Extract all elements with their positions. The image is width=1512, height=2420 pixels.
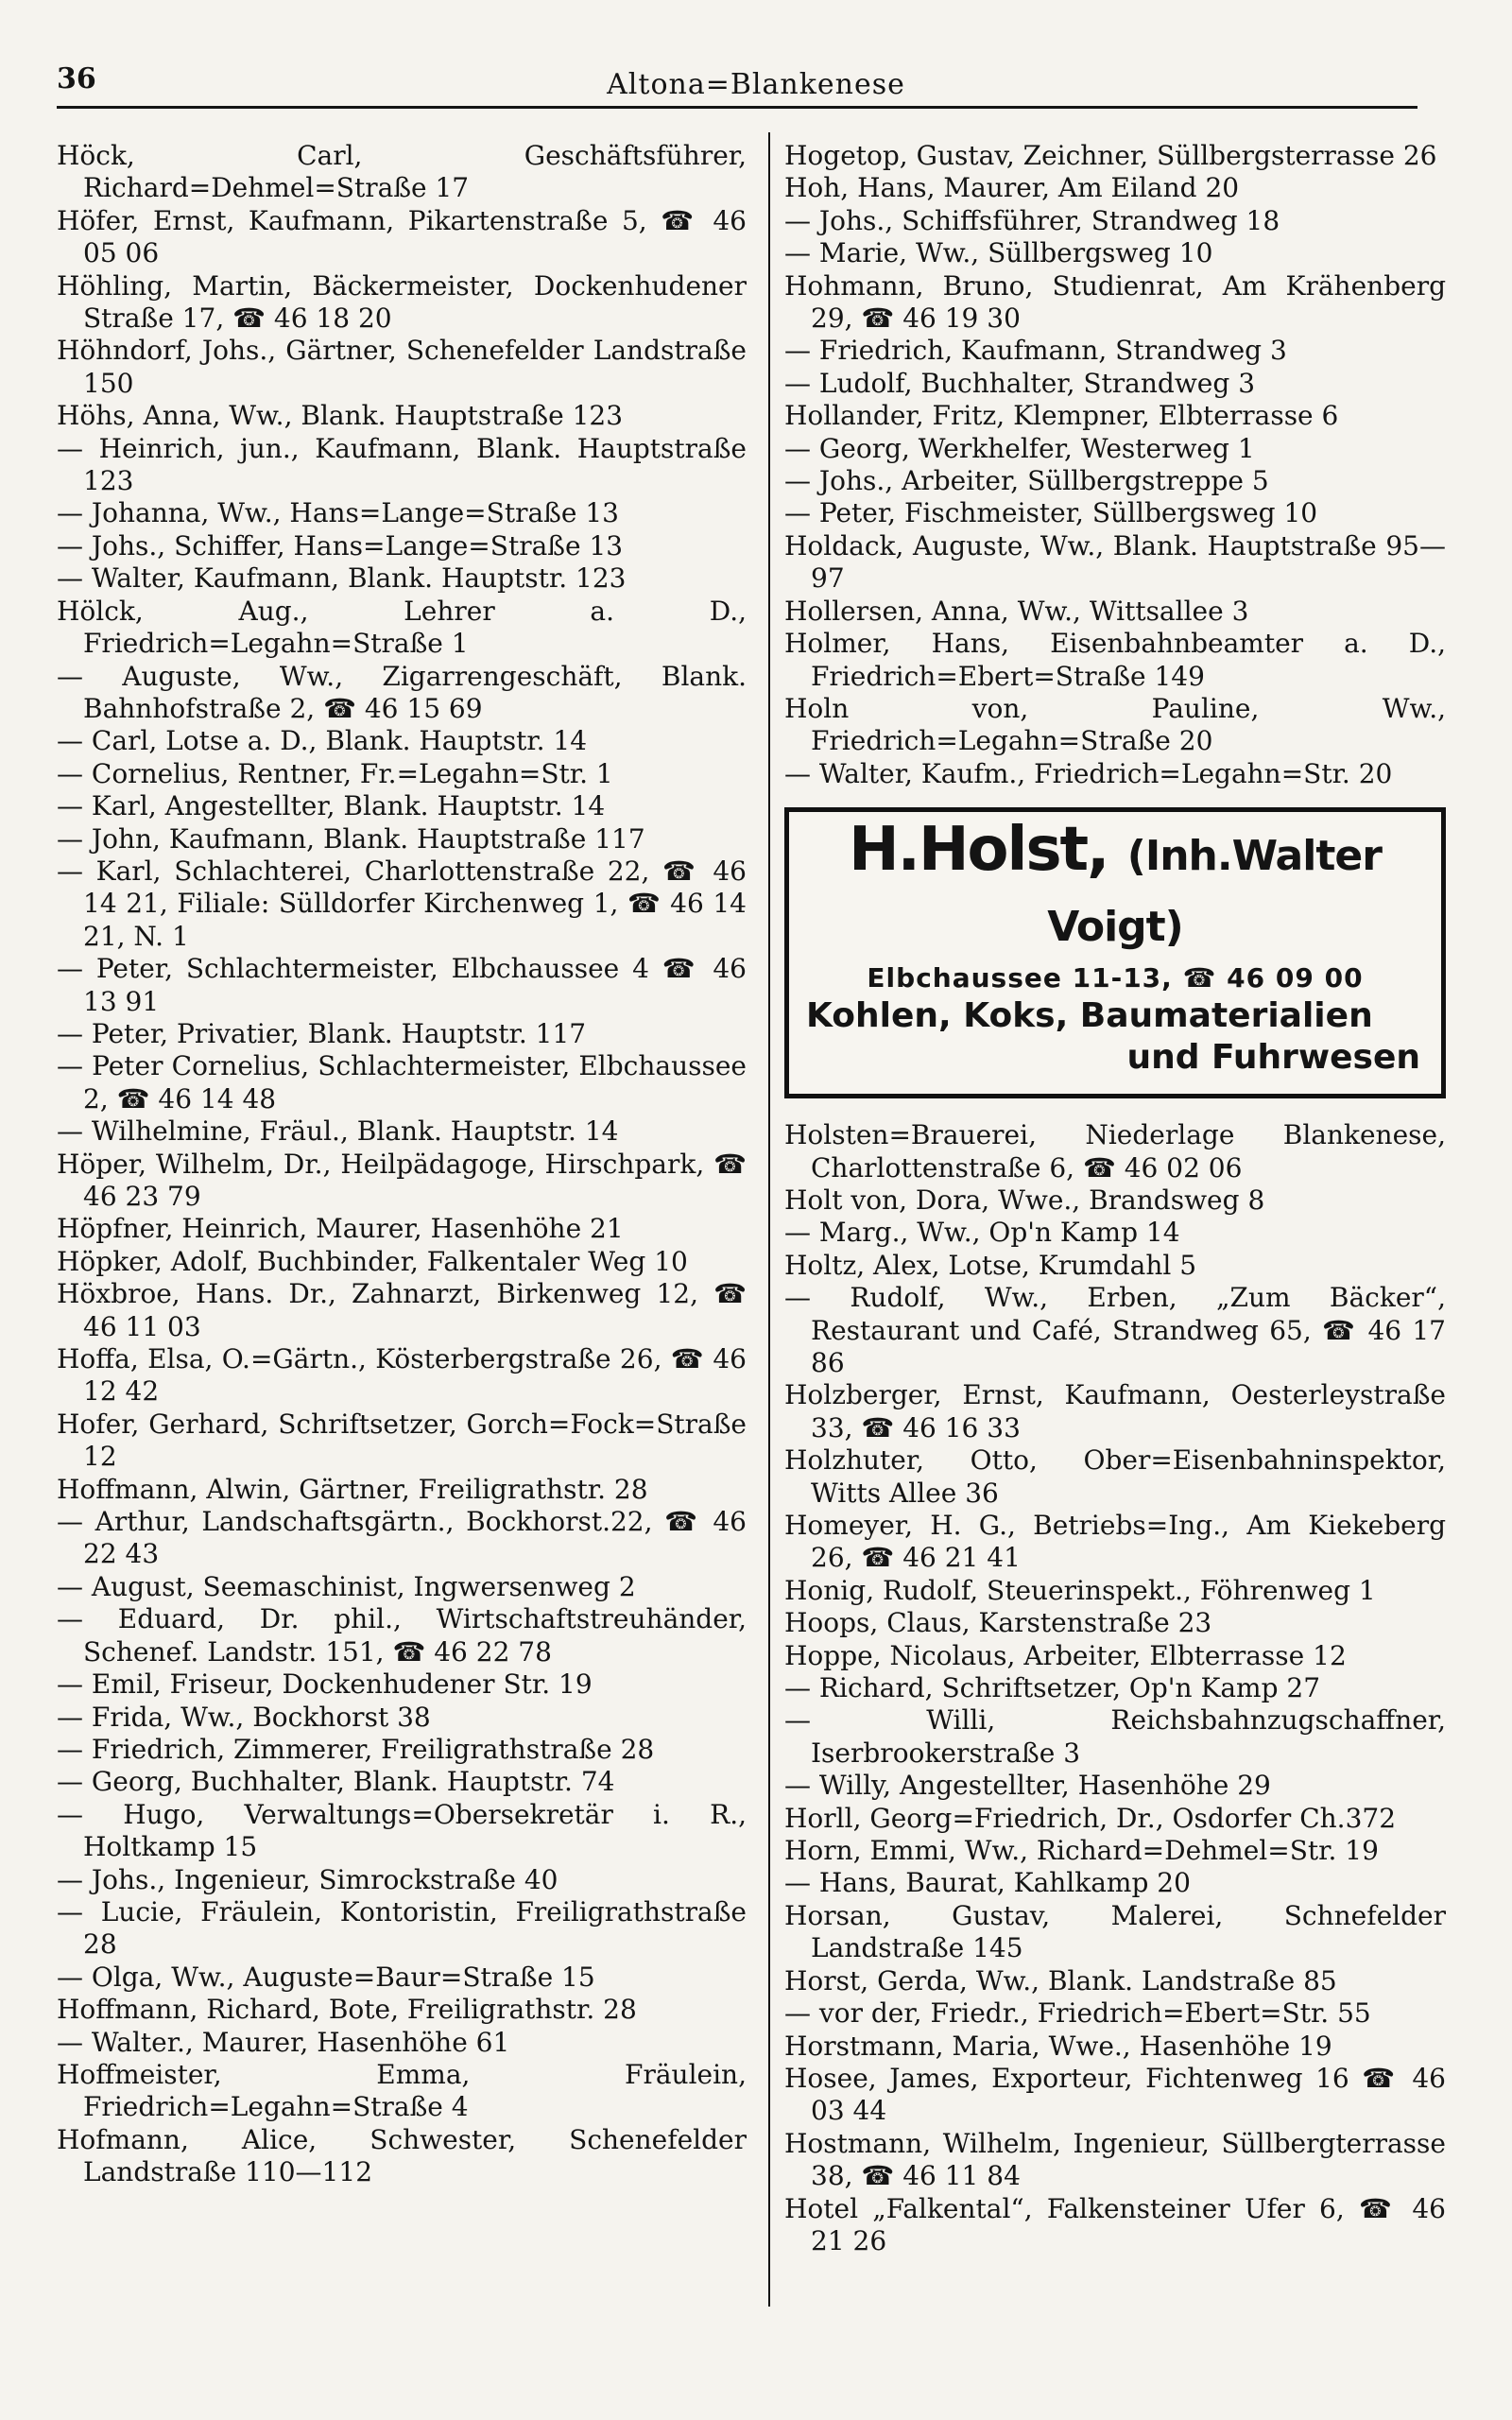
- directory-entry: — Peter, Schlachtermeister, Elbchaussee 4 ☎ 46 13 91: [57, 953, 747, 1017]
- directory-entry: — Johs., Schiffsführer, Strandweg 18: [784, 204, 1280, 236]
- directory-entry: — Peter, Fischmeister, Süllbergsweg 10: [784, 497, 1318, 529]
- directory-entry: Höper, Wilhelm, Dr., Heilpädagoge, Hirschpark, ☎ 46 23 79: [57, 1148, 747, 1212]
- right-column-top-entries: [784, 140, 1446, 790]
- directory-entry: Hölck, Aug., Lehrer a. D., Friedrich=Legahn=Straße 1: [57, 595, 747, 660]
- right-column: [784, 140, 1446, 2257]
- directory-entry: Horstmann, Maria, Wwe., Hasenhöhe 19: [784, 2030, 1332, 2062]
- directory-entry: — Richard, Schriftsetzer, Op'n Kamp 27: [784, 1672, 1321, 1704]
- directory-entry: Höxbroe, Hans. Dr., Zahnarzt, Birkenweg 12, ☎ 46 11 03: [57, 1278, 747, 1342]
- directory-entry: — Walter, Kaufmann, Blank. Hauptstr. 123: [57, 562, 627, 595]
- directory-entry: — Cornelius, Rentner, Fr.=Legahn=Str. 1: [57, 757, 613, 789]
- directory-entry: — Peter, Privatier, Blank. Hauptstr. 117: [57, 1017, 587, 1049]
- directory-entry: Homeyer, H. G., Betriebs=Ing., Am Kiekeberg 26, ☎ 46 21 41: [784, 1510, 1446, 1574]
- directory-entry: — Friedrich, Zimmerer, Freiligrathstraße 28: [57, 1733, 655, 1765]
- directory-entry: Hohmann, Bruno, Studienrat, Am Krähenberg 29, ☎ 46 19 30: [784, 269, 1446, 335]
- directory-entry: — Johanna, Ww., Hans=Lange=Straße 13: [57, 497, 619, 529]
- ad-headline: [789, 815, 1441, 959]
- directory-entry: Höhs, Anna, Ww., Blank. Hauptstraße 123: [57, 400, 624, 432]
- right-column-bottom-entries: [784, 1119, 1446, 2257]
- directory-entry: Horll, Georg=Friedrich, Dr., Osdorfer Ch.372: [784, 1802, 1397, 1834]
- directory-entry: — Hugo, Verwaltungs=Obersekretär i. R., Holtkamp 15: [57, 1798, 747, 1863]
- directory-entry: — Arthur, Landschaftsgärtn., Bockhorst.22, ☎ 46 22 43: [57, 1506, 747, 1570]
- directory-entry: — Walter., Maurer, Hasenhöhe 61: [57, 2026, 510, 2058]
- directory-entry: — Johs., Schiffer, Hans=Lange=Straße 13: [57, 529, 624, 562]
- directory-entry: — vor der, Friedr., Friedrich=Ebert=Str. 55: [784, 1997, 1371, 2030]
- running-title: Altona=Blankenese: [607, 68, 905, 101]
- directory-entry: Hoops, Claus, Karstenstraße 23: [784, 1607, 1212, 1639]
- directory-entry: Hotel „Falkental“, Falkensteiner Ufer 6, ☎ 46 21 26: [784, 2192, 1446, 2256]
- directory-entry: Hollersen, Anna, Ww., Wittsallee 3: [784, 595, 1249, 627]
- directory-entry: Holdack, Auguste, Ww., Blank. Hauptstraße 95—97: [784, 529, 1446, 595]
- directory-entry: Höhling, Martin, Bäckermeister, Dockenhudener Straße 17, ☎ 46 18 20: [57, 269, 747, 335]
- directory-entry: — August, Seemaschinist, Ingwersenweg 2: [57, 1570, 636, 1602]
- left-column: [57, 140, 747, 2189]
- directory-entry: — Walter, Kaufm., Friedrich=Legahn=Str. 20: [784, 757, 1393, 789]
- directory-entry: — Johs., Ingenieur, Simrockstraße 40: [57, 1863, 558, 1895]
- directory-entry: Holtz, Alex, Lotse, Krumdahl 5: [784, 1249, 1197, 1281]
- page-header: [0, 57, 1512, 113]
- directory-entry: — Eduard, Dr. phil., Wirtschaftstreuhänder, Schenef. Landstr. 151, ☎ 46 22 78: [57, 1603, 747, 1668]
- directory-entry: — Wilhelmine, Fräul., Blank. Hauptstr. 14: [57, 1115, 619, 1148]
- directory-entry: Hoffmeister, Emma, Fräulein, Friedrich=Legahn=Straße 4: [57, 2058, 747, 2123]
- directory-entry: — Karl, Angestellter, Blank. Hauptstr. 14: [57, 790, 606, 822]
- directory-entry: Höhndorf, Johs., Gärtner, Schenefelder Landstraße 150: [57, 335, 747, 399]
- directory-entry: — Marg., Ww., Op'n Kamp 14: [784, 1217, 1180, 1249]
- directory-entry: — Georg, Werkhelfer, Westerweg 1: [784, 432, 1255, 464]
- header-rule: [57, 106, 1418, 109]
- directory-entry: — Hans, Baurat, Kahlkamp 20: [784, 1867, 1191, 1899]
- directory-entry: Hoh, Hans, Maurer, Am Eiland 20: [784, 172, 1240, 204]
- directory-entry: Holmer, Hans, Eisenbahnbeamter a. D., Friedrich=Ebert=Straße 149: [784, 628, 1446, 692]
- directory-entry: Höpker, Adolf, Buchbinder, Falkentaler Weg 10: [57, 1245, 688, 1277]
- directory-entry: Holzhuter, Otto, Ober=Eisenbahninspektor, Witts Allee 36: [784, 1444, 1446, 1509]
- directory-entry: — Auguste, Ww., Zigarrengeschäft, Blank. Bahnhofstraße 2, ☎ 46 15 69: [57, 660, 747, 724]
- directory-entry: Hoffmann, Richard, Bote, Freiligrathstr. 28: [57, 1994, 637, 2026]
- directory-entry: — Lucie, Fräulein, Kontoristin, Freiligrathstraße 28: [57, 1895, 747, 1961]
- directory-entry: — John, Kaufmann, Blank. Hauptstraße 117: [57, 822, 645, 855]
- directory-entry: Hofer, Gerhard, Schriftsetzer, Gorch=Fock=Straße 12: [57, 1408, 747, 1473]
- directory-entry: Hoppe, Nicolaus, Arbeiter, Elbterrasse 12: [784, 1639, 1347, 1671]
- directory-entry: — Frida, Ww., Bockhorst 38: [57, 1701, 431, 1733]
- directory-entry: Hollander, Fritz, Klempner, Elbterrasse 6: [784, 400, 1339, 432]
- directory-entry: Holt von, Dora, Wwe., Brandsweg 8: [784, 1184, 1265, 1216]
- ad-services: und Fuhrwesen: [1126, 1038, 1420, 1078]
- directory-entry: Höpfner, Heinrich, Maurer, Hasenhöhe 21: [57, 1213, 624, 1245]
- directory-entry: Höfer, Ernst, Kaufmann, Pikartenstraße 5, ☎ 46 05 06: [57, 204, 747, 269]
- directory-entry: Holsten=Brauerei, Niederlage Blankenese, Charlottenstraße 6, ☎ 46 02 06: [784, 1119, 1446, 1184]
- page-number: 36: [57, 62, 96, 95]
- directory-entry: Hoffa, Elsa, O.=Gärtn., Kösterbergstraße 26, ☎ 46 12 42: [57, 1343, 747, 1408]
- directory-entry: Hoffmann, Alwin, Gärtner, Freiligrathstr. 28: [57, 1473, 648, 1505]
- directory-entry: — Heinrich, jun., Kaufmann, Blank. Hauptstraße 123: [57, 432, 747, 497]
- directory-entry: — Ludolf, Buchhalter, Strandweg 3: [784, 367, 1256, 399]
- directory-entry: Hosee, James, Exporteur, Fichtenweg 16 ☎ 46 03 44: [784, 2062, 1446, 2127]
- advertisement-box: [784, 807, 1446, 1098]
- directory-entry: — Georg, Buchhalter, Blank. Hauptstr. 74: [57, 1766, 615, 1798]
- ad-owner: (Inh.Walter Voigt): [1047, 832, 1382, 952]
- directory-entry: Hogetop, Gustav, Zeichner, Süllbergsterrasse 26: [784, 140, 1437, 171]
- directory-entry: — Carl, Lotse a. D., Blank. Hauptstr. 14: [57, 725, 588, 757]
- directory-entry: — Rudolf, Ww., Erben, „Zum Bäcker“, Restaurant und Café, Strandweg 65, ☎ 46 17 86: [784, 1282, 1446, 1378]
- ad-address: Elbchaussee 11-13, ☎ 46 09 00: [867, 962, 1364, 994]
- directory-entry: Hofmann, Alice, Schwester, Schenefelder Landstraße 110—112: [57, 2123, 747, 2188]
- directory-entry: — Willi, Reichsbahnzugschaffner, Iserbrookerstraße 3: [784, 1704, 1446, 1769]
- directory-entry: — Olga, Ww., Auguste=Baur=Straße 15: [57, 1961, 595, 1993]
- directory-entry: — Johs., Arbeiter, Süllbergstreppe 5: [784, 465, 1269, 497]
- directory-entry: — Emil, Friseur, Dockenhudener Str. 19: [57, 1668, 593, 1701]
- directory-entry: — Peter Cornelius, Schlachtermeister, Elbchaussee 2, ☎ 46 14 48: [57, 1050, 747, 1115]
- ad-products: Kohlen, Koks, Baumaterialien: [806, 996, 1373, 1036]
- directory-entry: Honig, Rudolf, Steuerinspekt., Föhrenweg 1: [784, 1574, 1376, 1606]
- directory-entry: — Marie, Ww., Süllbergsweg 10: [784, 237, 1213, 269]
- directory-entry: — Karl, Schlachterei, Charlottenstraße 22, ☎ 46 14 21, Filiale: Sülldorfer Kirchenweg 1, ☎ 46 14 21, N. 1: [57, 855, 747, 952]
- directory-entry: Hostmann, Wilhelm, Ingenieur, Süllbergterrasse 38, ☎ 46 11 84: [784, 2127, 1446, 2192]
- directory-entry: Horsan, Gustav, Malerei, Schnefelder Landstraße 145: [784, 1899, 1446, 1964]
- directory-entry: Höck, Carl, Geschäftsführer, Richard=Dehmel=Straße 17: [57, 140, 747, 204]
- directory-entry: Holn von, Pauline, Ww., Friedrich=Legahn=Straße 20: [784, 692, 1446, 757]
- ad-company-name: H.Holst,: [849, 815, 1108, 886]
- directory-entry: Holzberger, Ernst, Kaufmann, Oesterleystraße 33, ☎ 46 16 33: [784, 1379, 1446, 1443]
- directory-entry: Horst, Gerda, Ww., Blank. Landstraße 85: [784, 1964, 1337, 1996]
- directory-entry: — Willy, Angestellter, Hasenhöhe 29: [784, 1770, 1271, 1802]
- column-divider: [768, 132, 770, 2307]
- directory-entry: — Friedrich, Kaufmann, Strandweg 3: [784, 335, 1287, 367]
- directory-entry: Horn, Emmi, Ww., Richard=Dehmel=Str. 19: [784, 1835, 1379, 1867]
